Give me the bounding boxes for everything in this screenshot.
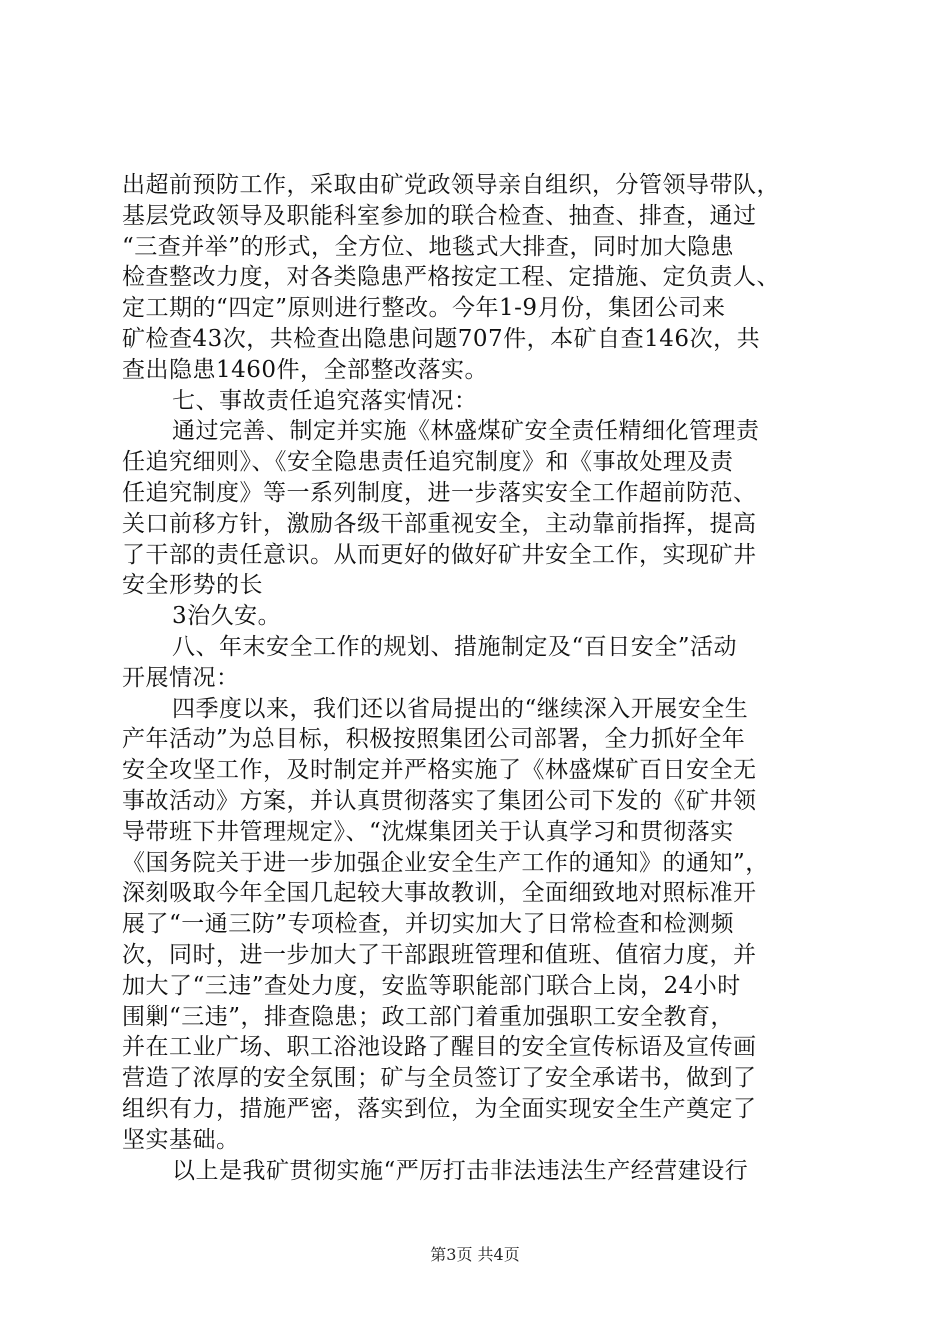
body-text-line: 了干部的责任意识。从而更好的做好矿井安全工作，实现矿井 <box>122 541 757 568</box>
body-text-line: 定工期的“四定”原则进行整改。今年1-9月份，集团公司来 <box>122 295 726 322</box>
body-text-line: 四季度以来，我们还以省局提出的“继续深入开展安全生 <box>172 695 749 722</box>
body-text-line: 基层党政领导及职能科室参加的联合检查、抽查、排查，通过 <box>122 202 757 229</box>
body-text-line: 《国务院关于进一步加强企业安全生产工作的通知》的通知”， <box>122 849 769 876</box>
body-text-line: “三查并举”的形式，全方位、地毯式大排查，同时加大隐患 <box>122 233 735 260</box>
body-text-line: 产年活动”为总目标，积极按照集团公司部署，全力抓好全年 <box>122 726 746 753</box>
body-text-line: 加大了“三违”查处力度，安监等职能部门联合上岗，24小时 <box>122 972 741 999</box>
body-text-line: 任追究细则》、《安全隐患责任追究制度》和《事故处理及责 <box>122 449 734 476</box>
body-text-line: 组织有力，措施严密，落实到位，为全面实现安全生产奠定了 <box>122 1096 757 1122</box>
body-text-line: 深刻吸取今年全国几起较大事故教训，全面细致地对照标准开 <box>122 880 757 907</box>
body-text-line: 通过完善、制定并实施《林盛煤矿安全责任精细化管理责 <box>172 418 760 445</box>
body-text-line: 导带班下井管理规定》、“沈煤集团关于认真学习和贯彻落实 <box>122 818 734 845</box>
body-text-line: 安全攻坚工作，及时制定并严格实施了《林盛煤矿百日安全无 <box>122 757 757 784</box>
body-text-line: 事故活动》方案，并认真贯彻落实了集团公司下发的《矿井领 <box>122 788 757 814</box>
body-text-line: 矿检查43次，共检查出隐患问题707件，本矿自查146次，共 <box>122 326 761 352</box>
body-text-line: 并在工业广场、职工浴池设路了醒目的安全宣传标语及宣传画 <box>122 1034 757 1061</box>
section-heading: 七、事故责任追究落实情况： <box>172 387 478 414</box>
body-text-line: 展了“一通三防”专项检查，并切实加大了日常检查和检测频 <box>122 911 735 938</box>
body-text-line: 关口前移方针，激励各级干部重视安全，主动靠前指挥，提高 <box>122 510 757 537</box>
section-heading: 八、年末安全工作的规划、措施制定及“百日安全”活动 <box>172 634 738 660</box>
body-text-line: 围剿“三违”，排查隐患；政工部门着重加强职工安全教育， <box>122 1003 735 1030</box>
body-text-line: 查出隐患1460件，全部整改落实。 <box>122 356 489 383</box>
body-text-line: 安全形势的长 <box>122 572 263 599</box>
body-text-line: 以上是我矿贯彻实施“严厉打击非法违法生产经营建设行 <box>172 1157 749 1184</box>
page-number-footer: 第3页 共4页 <box>430 1245 520 1264</box>
body-text-line: 任追究制度》等一系列制度，进一步落实安全工作超前防范、 <box>122 480 757 506</box>
body-text-line: 3治久安。 <box>172 603 282 630</box>
body-text-line: 营造了浓厚的安全氛围；矿与全员签订了安全承诺书，做到了 <box>122 1065 757 1092</box>
body-text-line: 检查整改力度，对各类隐患严格按定工程、定措施、定负责人、 <box>122 264 780 291</box>
body-text-line: 次，同时，进一步加大了干部跟班管理和值班、值宿力度，并 <box>122 942 757 968</box>
body-text-line: 出超前预防工作，采取由矿党政领导亲自组织，分管领导带队， <box>122 172 780 198</box>
section-heading-continued: 开展情况： <box>122 664 240 691</box>
body-text-line: 坚实基础。 <box>122 1126 240 1153</box>
